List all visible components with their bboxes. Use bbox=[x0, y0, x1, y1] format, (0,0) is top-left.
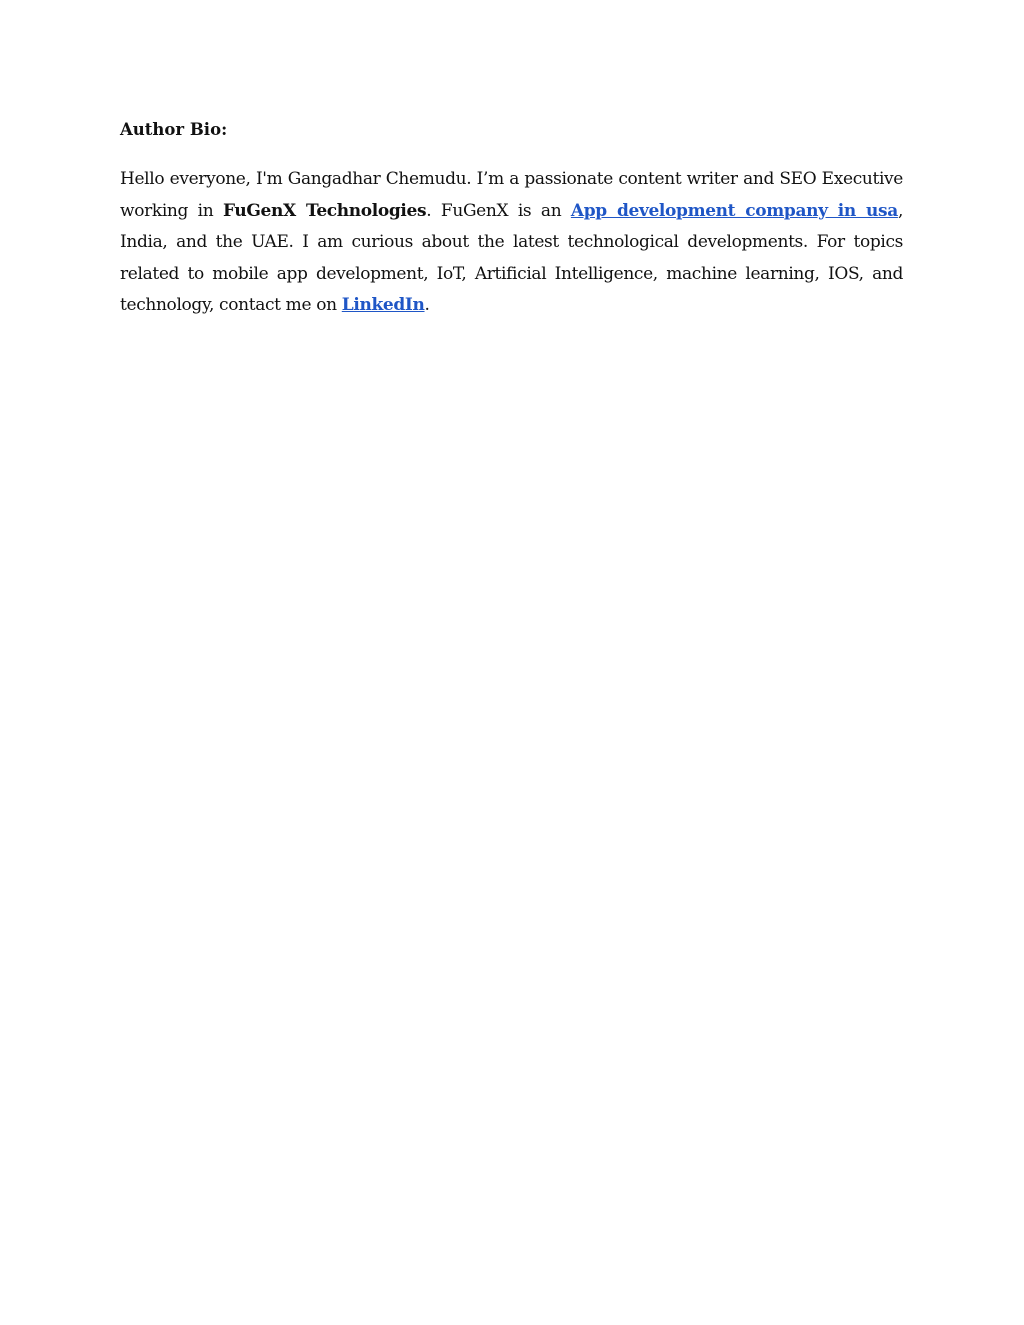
author-bio-heading: Author Bio: bbox=[120, 120, 228, 139]
author-bio-section bbox=[120, 112, 903, 322]
bio-body-text: , India, and the UAE. I am curious about the latest technological developments. For topics related to mobile app development, IoT, Artificial Intelligence, machine learning, IOS, and technology, contact me on bbox=[120, 200, 903, 315]
app-development-link[interactable]: App development company in usa bbox=[570, 200, 898, 221]
bio-company-text: . FuGenX is an bbox=[426, 200, 571, 221]
author-bio-paragraph bbox=[120, 164, 903, 322]
bio-intro-text: Hello everyone, I'm Gangadhar Chemudu. I’m a passionate content writer and SEO Executive working in bbox=[120, 169, 903, 221]
linkedin-link[interactable]: LinkedIn bbox=[341, 295, 425, 315]
bio-end-text: . bbox=[424, 295, 430, 315]
company-name: FuGenX Technologies bbox=[222, 200, 427, 221]
